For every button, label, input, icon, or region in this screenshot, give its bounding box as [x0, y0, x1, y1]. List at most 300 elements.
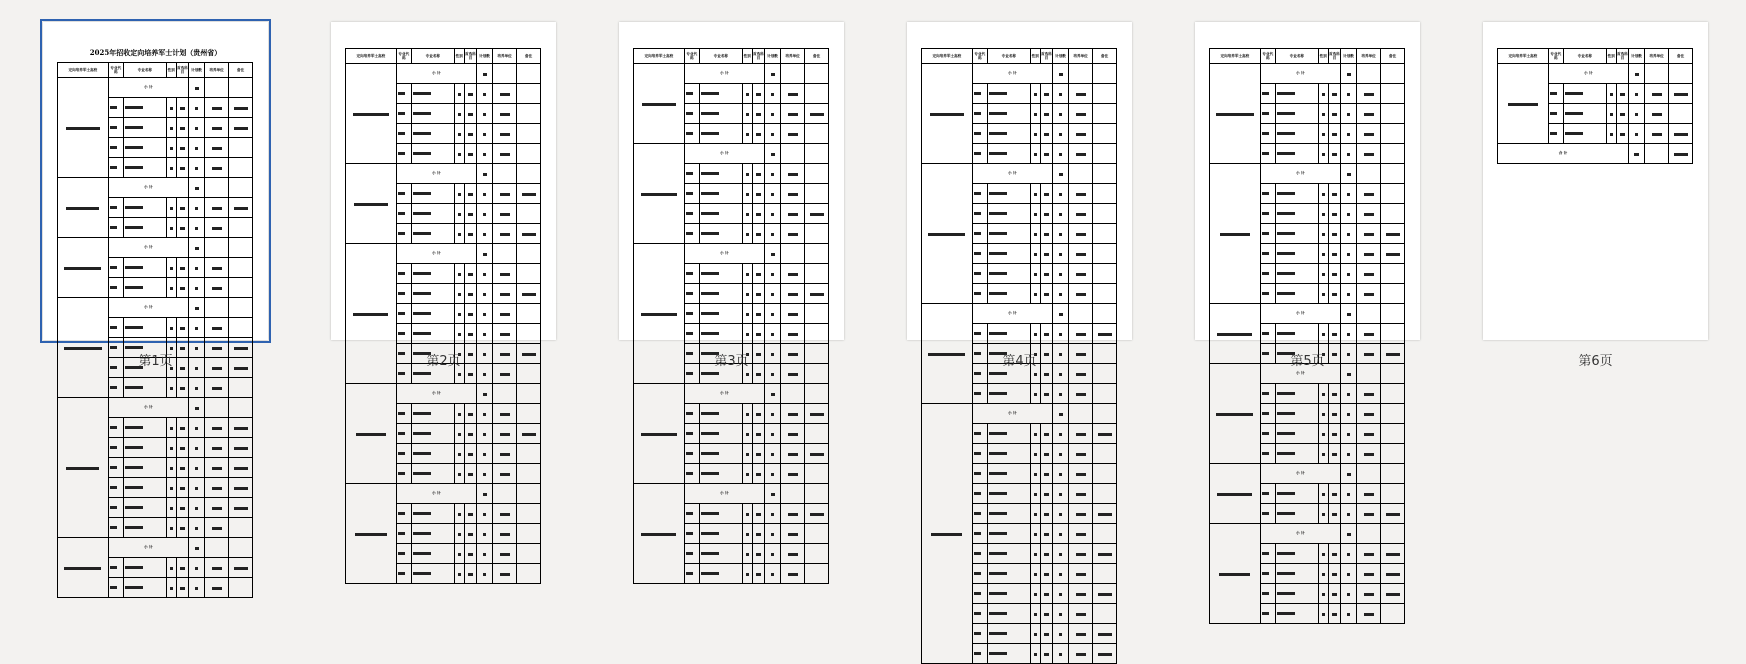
total-label: 合 计 [1498, 144, 1629, 164]
cell-text [483, 433, 486, 435]
cell-text [110, 386, 117, 388]
plan-count-cell [189, 218, 205, 238]
major-code-cell [684, 164, 699, 184]
cell-text [398, 572, 405, 574]
cell-text [522, 233, 536, 235]
column-header: 专业名称 [1563, 49, 1606, 64]
page-thumbnail-3[interactable] [619, 22, 844, 495]
cell-text [686, 412, 693, 414]
cell-text [1059, 213, 1062, 215]
major-name-cell [987, 144, 1030, 164]
page-label[interactable]: 第5页 [1290, 354, 1325, 369]
cell-text [195, 507, 198, 509]
cell-text [1364, 413, 1374, 415]
plan-count-cell [765, 404, 781, 424]
note-cell [1093, 604, 1117, 624]
note-cell [805, 104, 829, 124]
major-code-cell [1260, 504, 1275, 524]
unit-cell [1357, 464, 1381, 484]
cell-text [1322, 133, 1325, 135]
cell-text [1652, 93, 1662, 95]
major-name-cell [987, 84, 1030, 104]
column-header: 计划数 [477, 49, 493, 64]
cell-text [771, 213, 774, 215]
major-name-cell [699, 204, 742, 224]
gender-cell [166, 258, 176, 278]
subject-cell [1616, 124, 1628, 144]
plan-count-cell [1053, 84, 1069, 104]
training-unit-cell [1069, 484, 1093, 504]
major-name-cell [123, 318, 166, 338]
gender-cell [1606, 124, 1616, 144]
column-header: 专业代码 [396, 49, 411, 64]
training-unit-cell [493, 544, 517, 564]
subtotal-row [634, 144, 829, 164]
cell-text [1059, 73, 1063, 75]
cell-text [125, 586, 143, 588]
cell-text [641, 433, 677, 435]
plan-count-cell [1341, 444, 1357, 464]
training-unit-cell [1357, 124, 1381, 144]
cell-text [1044, 153, 1049, 155]
cell-text [974, 472, 981, 474]
cell-text [1098, 593, 1112, 595]
note-cell [229, 118, 253, 138]
cell-text [483, 413, 486, 415]
cell-text [500, 573, 510, 575]
subtotal-count [1053, 304, 1069, 324]
plan-count-cell [1053, 284, 1069, 304]
training-unit-cell [1357, 144, 1381, 164]
note-cell [229, 398, 253, 418]
cell-text [500, 153, 510, 155]
training-unit-cell [205, 278, 229, 298]
subtotal-row [346, 244, 541, 264]
gender-cell [454, 84, 464, 104]
cell-text [483, 513, 486, 515]
major-code-cell [108, 578, 123, 598]
cell-text [1044, 653, 1049, 655]
note-cell [229, 218, 253, 238]
cell-text [1262, 552, 1269, 554]
cell-text [1059, 193, 1062, 195]
cell-text [989, 532, 1007, 534]
cell-text [1322, 513, 1325, 515]
plan-count-cell [477, 544, 493, 564]
cell-text [1059, 573, 1062, 575]
gender-cell [1318, 384, 1328, 404]
cell-text [1262, 212, 1269, 214]
gender-cell [1030, 224, 1040, 244]
cell-text [353, 113, 389, 115]
major-name-cell [987, 564, 1030, 584]
gender-cell [742, 404, 752, 424]
cell-text [1322, 213, 1325, 215]
page-label[interactable]: 第3页 [714, 354, 749, 369]
training-unit-cell [1357, 584, 1381, 604]
major-code-cell [1260, 244, 1275, 264]
cell-text [771, 533, 774, 535]
cell-text [1034, 473, 1037, 475]
cell-text [66, 467, 99, 469]
training-unit-cell [493, 204, 517, 224]
cell-text [500, 313, 510, 315]
plan-count-cell [477, 284, 493, 304]
plan-count-cell [1341, 544, 1357, 564]
note-cell [229, 378, 253, 398]
cell-text [500, 233, 510, 235]
major-name-cell [1275, 264, 1318, 284]
cell-text [974, 152, 981, 154]
cell-text [180, 147, 185, 149]
major-code-cell [1260, 324, 1275, 344]
page-label[interactable]: 第6页 [1578, 354, 1613, 369]
cell-text [458, 233, 461, 235]
column-header: 性别 [1030, 49, 1040, 64]
cell-text [483, 293, 486, 295]
note-cell [1093, 204, 1117, 224]
cell-text [1076, 473, 1086, 475]
cell-text [1217, 333, 1252, 335]
cell-text [1034, 633, 1037, 635]
gender-cell [454, 504, 464, 524]
training-unit-cell [1357, 484, 1381, 504]
subtotal-count [477, 384, 493, 404]
gender-cell [1030, 524, 1040, 544]
major-name-cell [987, 524, 1030, 544]
training-unit-cell [1357, 564, 1381, 584]
gender-cell [1318, 504, 1328, 524]
cell-text [1322, 593, 1325, 595]
document-title: 2025年招收定向培养军士计划（贵州省） [89, 48, 222, 57]
cell-text [1322, 233, 1325, 235]
plan-count-cell [1341, 584, 1357, 604]
cell-text [212, 387, 222, 389]
page-label[interactable]: 第2页 [426, 354, 461, 369]
cell-text [686, 112, 693, 114]
gender-cell [1318, 584, 1328, 604]
major-name-cell [123, 498, 166, 518]
training-unit-cell [1357, 424, 1381, 444]
major-name-cell [411, 404, 454, 424]
gender-cell [742, 524, 752, 544]
cell-text [1347, 93, 1350, 95]
cell-text [1059, 313, 1063, 315]
cell-text [398, 552, 405, 554]
cell-text [1277, 192, 1295, 194]
training-unit-cell [205, 198, 229, 218]
cell-text [788, 93, 798, 95]
cell-text [125, 166, 143, 168]
cell-text [746, 333, 749, 335]
note-cell [1669, 124, 1693, 144]
cell-text [500, 113, 510, 115]
cell-text [1076, 193, 1086, 195]
cell-text [1076, 333, 1086, 335]
gender-cell [1030, 144, 1040, 164]
training-unit-cell [205, 218, 229, 238]
gender-cell [1030, 584, 1040, 604]
total-count [1629, 144, 1645, 164]
training-unit-cell [1069, 504, 1093, 524]
cell-text [413, 132, 431, 134]
major-name-cell [987, 324, 1030, 344]
cell-text [180, 507, 185, 509]
cell-text [771, 93, 774, 95]
major-code-cell [108, 198, 123, 218]
major-code-cell [396, 204, 411, 224]
note-cell [1093, 224, 1117, 244]
plan-count-cell [477, 124, 493, 144]
major-name-cell [987, 244, 1030, 264]
major-code-cell [684, 104, 699, 124]
cell-text [1322, 253, 1325, 255]
major-code-cell [108, 518, 123, 538]
note-cell [1093, 504, 1117, 524]
cell-text [1332, 493, 1337, 495]
major-name-cell [987, 544, 1030, 564]
major-name-cell [1275, 584, 1318, 604]
table-header-row [1498, 49, 1693, 64]
cell-text [771, 553, 774, 555]
cell-text [1332, 213, 1337, 215]
major-name-cell [1563, 124, 1606, 144]
cell-text [1034, 593, 1037, 595]
major-name-cell [987, 104, 1030, 124]
training-unit-cell [1645, 84, 1669, 104]
gender-cell [166, 558, 176, 578]
major-code-cell [684, 304, 699, 324]
cell-text [641, 533, 676, 535]
plan-count-cell [189, 98, 205, 118]
subtotal-row [346, 164, 541, 184]
gender-cell [1030, 644, 1040, 664]
school-name-cell [58, 178, 109, 238]
major-code-cell [396, 304, 411, 324]
cell-text [1322, 333, 1325, 335]
major-code-cell [108, 378, 123, 398]
cell-text [170, 167, 173, 169]
cell-text [1347, 173, 1351, 175]
note-cell [517, 284, 541, 304]
subtotal-row [1210, 64, 1405, 84]
column-header: 专业名称 [411, 49, 454, 64]
page-preview[interactable] [1483, 22, 1708, 340]
training-unit-cell [1069, 444, 1093, 464]
plan-count-cell [765, 164, 781, 184]
gender-cell [742, 504, 752, 524]
plan-count-cell [477, 464, 493, 484]
plan-count-cell [1341, 244, 1357, 264]
major-name-cell [699, 424, 742, 444]
gender-cell [742, 284, 752, 304]
subject-cell [464, 144, 476, 164]
plan-count-cell [1053, 544, 1069, 564]
cell-text [1059, 173, 1063, 175]
major-code-cell [396, 544, 411, 564]
training-unit-cell [781, 544, 805, 564]
major-code-cell [972, 144, 987, 164]
cell-text [468, 133, 473, 135]
training-unit-cell [1069, 424, 1093, 444]
school-name-cell [346, 164, 397, 244]
gender-cell [1030, 624, 1040, 644]
note-cell [517, 524, 541, 544]
cell-text [756, 533, 761, 535]
subtotal-count [477, 164, 493, 184]
major-name-cell [1275, 444, 1318, 464]
cell-text [1059, 473, 1062, 475]
gender-cell [454, 324, 464, 344]
note-cell [1381, 64, 1405, 84]
cell-text [125, 106, 143, 108]
total-row [1498, 144, 1693, 164]
training-unit-cell [493, 104, 517, 124]
page-label[interactable]: 第1页 [138, 354, 173, 369]
major-name-cell [1275, 604, 1318, 624]
gender-cell [454, 544, 464, 564]
training-unit-cell [781, 564, 805, 584]
cell-text [413, 372, 431, 374]
plan-count-cell [477, 444, 493, 464]
gender-cell [742, 124, 752, 144]
cell-text [788, 233, 798, 235]
cell-text [1034, 493, 1037, 495]
cell-text [195, 307, 199, 309]
column-header: 培养单位 [1069, 49, 1093, 64]
cell-text [788, 213, 798, 215]
major-code-cell [396, 424, 411, 444]
cell-text [701, 232, 719, 234]
cell-text [125, 286, 143, 288]
major-name-cell [987, 124, 1030, 144]
plan-count-cell [477, 104, 493, 124]
cell-text [398, 192, 405, 194]
major-name-cell [699, 504, 742, 524]
cell-text [1034, 653, 1037, 655]
cell-text [500, 473, 510, 475]
subject-cell [752, 304, 764, 324]
note-cell [805, 64, 829, 84]
cell-text [500, 93, 510, 95]
subject-cell [176, 438, 188, 458]
cell-text [195, 207, 198, 209]
page-thumbnail-1[interactable] [43, 22, 268, 549]
major-code-cell [396, 524, 411, 544]
cell-text [1059, 493, 1062, 495]
cell-text [195, 587, 198, 589]
note-cell [1093, 144, 1117, 164]
major-name-cell [123, 98, 166, 118]
note-cell [229, 178, 253, 198]
note-cell [805, 444, 829, 464]
cell-text [413, 192, 431, 194]
cell-text [746, 213, 749, 215]
cell-text [746, 133, 749, 135]
cell-text [989, 372, 1007, 374]
page-label[interactable]: 第4页 [1002, 354, 1037, 369]
subject-cell [176, 558, 188, 578]
subject-cell [1040, 644, 1052, 664]
column-header: 专业代码 [1548, 49, 1563, 64]
major-code-cell [972, 224, 987, 244]
cell-text [458, 553, 461, 555]
subtotal-count [765, 484, 781, 504]
cell-text [180, 567, 185, 569]
plan-count-cell [189, 158, 205, 178]
plan-count-cell [189, 498, 205, 518]
cell-text [1277, 232, 1295, 234]
major-name-cell [987, 204, 1030, 224]
note-cell [805, 384, 829, 404]
cell-text [398, 332, 405, 334]
cell-text [1076, 593, 1086, 595]
major-code-cell [972, 264, 987, 284]
cell-text [1059, 253, 1062, 255]
major-code-cell [108, 98, 123, 118]
plan-count-cell [765, 424, 781, 444]
cell-text [110, 486, 117, 488]
cell-text [989, 632, 1007, 634]
subject-cell [1328, 224, 1340, 244]
subject-cell [176, 118, 188, 138]
gender-cell [1030, 424, 1040, 444]
cell-text [1277, 452, 1295, 454]
subject-cell [1040, 424, 1052, 444]
cell-text [701, 532, 719, 534]
gender-cell [1318, 604, 1328, 624]
cell-text [1347, 153, 1350, 155]
major-code-cell [972, 604, 987, 624]
cell-text [974, 332, 981, 334]
cell-text [1347, 493, 1350, 495]
subject-cell [464, 104, 476, 124]
cell-text [1332, 333, 1337, 335]
cell-text [989, 132, 1007, 134]
page-thumbnail-6[interactable] [1483, 22, 1708, 369]
cell-text [1044, 293, 1049, 295]
training-unit-cell [1069, 284, 1093, 304]
major-name-cell [1275, 384, 1318, 404]
note-cell [229, 318, 253, 338]
cell-text [195, 407, 199, 409]
page-thumbnail-4[interactable] [907, 22, 1132, 415]
gender-cell [454, 464, 464, 484]
major-name-cell [411, 224, 454, 244]
unit-cell [1069, 304, 1093, 324]
page-thumbnail-5[interactable] [1195, 22, 1420, 535]
major-name-cell [411, 324, 454, 344]
subtotal-count [1053, 164, 1069, 184]
training-unit-cell [205, 558, 229, 578]
plan-count-cell [765, 224, 781, 244]
cell-text [1034, 373, 1037, 375]
note-cell [1381, 544, 1405, 564]
cell-text [974, 432, 981, 434]
plan-count-cell [477, 504, 493, 524]
cell-text [1076, 553, 1086, 555]
column-header: 培养单位 [493, 49, 517, 64]
cell-text [1098, 553, 1112, 555]
school-name-cell [1210, 464, 1261, 524]
major-code-cell [1260, 184, 1275, 204]
major-code-cell [972, 244, 987, 264]
cell-text [180, 127, 185, 129]
subject-cell [1328, 284, 1340, 304]
page-thumbnail-2[interactable] [331, 22, 556, 495]
cell-text [771, 433, 774, 435]
cell-text [1216, 113, 1254, 115]
